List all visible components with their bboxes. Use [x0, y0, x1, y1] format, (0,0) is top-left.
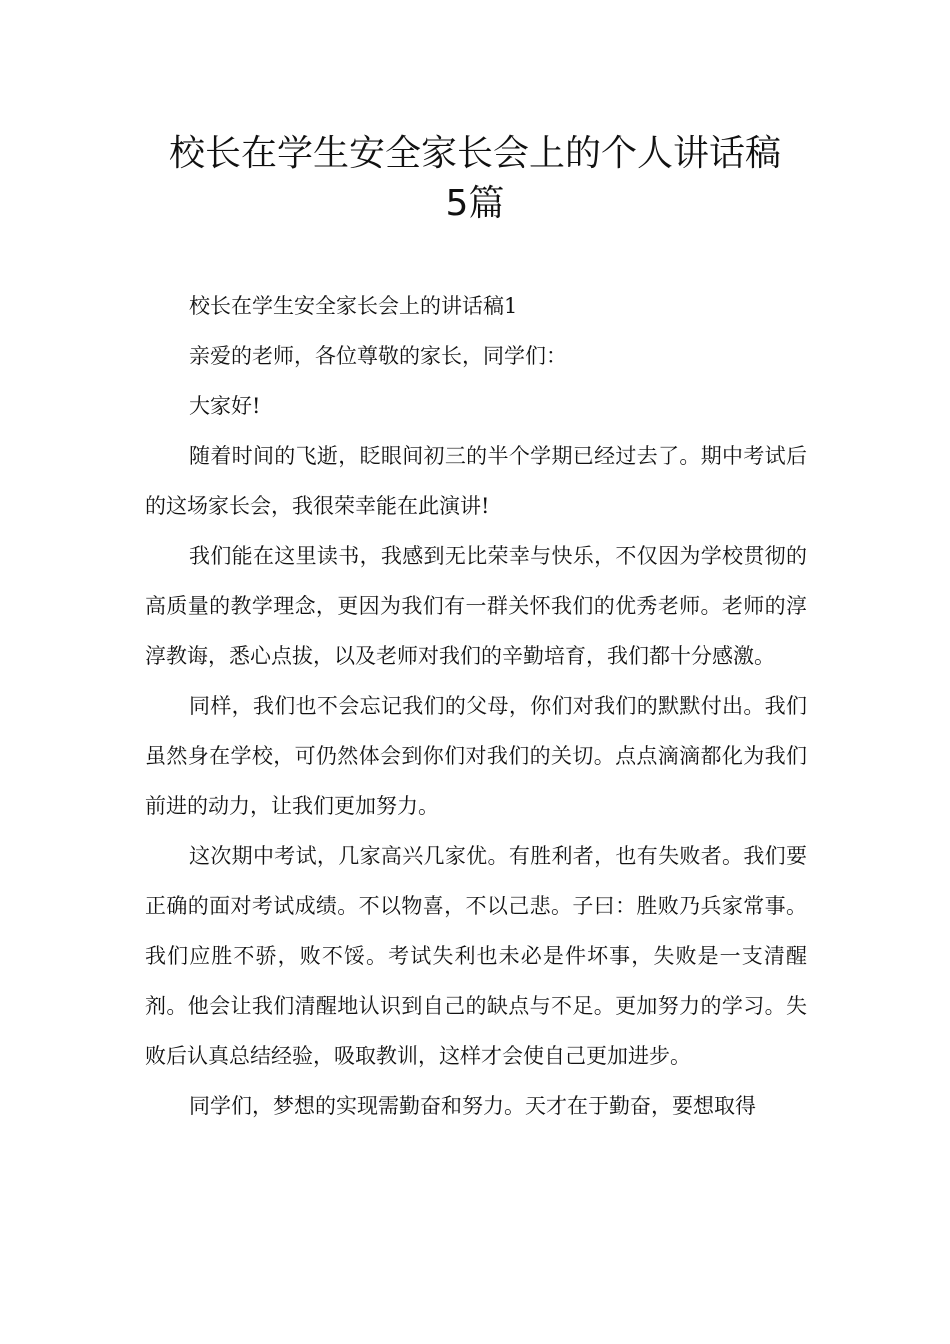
body-paragraph: 随着时间的飞逝，眨眼间初三的半个学期已经过去了。期中考试后的这场家长会，我很荣幸能在此演讲!: [145, 444, 807, 518]
speech-heading: 校长在学生安全家长会上的讲话稿1: [189, 294, 518, 318]
body-paragraph: 同学们，梦想的实现需勤奋和努力。天才在于勤奋，要想取得: [189, 1094, 756, 1118]
body-paragraph: 这次期中考试，几家高兴几家优。有胜利者，也有失败者。我们要正确的面对考试成绩。不以物喜，不以己悲。子曰：胜败乃兵家常事。我们应胜不骄，败不馁。考试失利也未必是件坏事，失败是一支清醒剂。他会让我们清醒地认识到自己的缺点与不足。更加努力的学习。失败后认真总结经验，吸取教训，这样才会使自己更加进步。: [145, 844, 807, 1068]
document-title: 校长在学生安全家长会上的个人讲话稿: [168, 133, 781, 174]
greeting: 大家好!: [189, 394, 261, 418]
document-title-continued: 5篇: [445, 183, 505, 224]
salutation: 亲爱的老师，各位尊敬的家长，同学们：: [189, 344, 567, 368]
body-paragraph: 同样，我们也不会忘记我们的父母，你们对我们的默默付出。我们虽然身在学校，可仍然体会到你们对我们的关切。点点滴滴都化为我们前进的动力，让我们更加努力。: [145, 694, 807, 818]
body-paragraph: 我们能在这里读书，我感到无比荣幸与快乐，不仅因为学校贯彻的高质量的教学理念，更因为我们有一群关怀我们的优秀老师。老师的淳淳教诲，悉心点拔，以及老师对我们的辛勤培育，我们都十分感激。: [145, 544, 807, 668]
document-body: [145, 281, 807, 1131]
